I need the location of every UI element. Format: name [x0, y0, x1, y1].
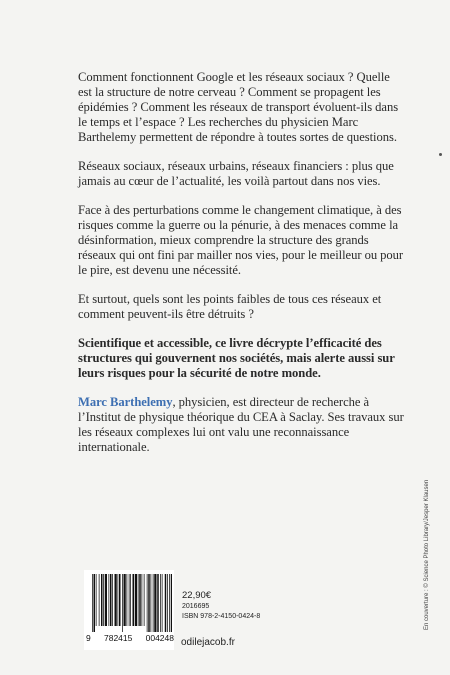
- paragraph-3: Face à des perturbations comme le changement climatique, à des risques comme la guerre ou la pénurie, à des menaces comme la désinformation, mieux comprendre la structure des grands réseaux qui ont fini par mailler nos vies, pour le meilleur ou pour le pire, est devenu une nécessité.: [78, 203, 404, 277]
- price-info: [182, 590, 260, 622]
- barcode-digit-1: 9: [86, 633, 91, 643]
- publisher-url: odilejacob.fr: [181, 637, 235, 648]
- barcode-digit-3: 004248: [145, 633, 174, 643]
- author-bio: [78, 395, 404, 455]
- decorative-dot: [439, 153, 442, 156]
- highlight-paragraph: Scientifique et accessible, ce livre décrypte l’efficacité des structures qui gouvernent nos sociétés, mais alerte aussi sur leurs risques pour la sécurité de notre monde.: [78, 336, 395, 380]
- author-name: Marc Barthelemy: [78, 395, 173, 409]
- paragraph-4: Et surtout, quels sont les points faibles de tous ces réseaux et comment peuvent-ils être détruits ?: [78, 292, 382, 321]
- back-cover-text: [78, 70, 404, 469]
- photo-credit: En couverture : © Science Photo Library/Jesper Klausen: [424, 479, 430, 630]
- paragraph-2: Réseaux sociaux, réseaux urbains, réseaux financiers : plus que jamais au cœur de l’actualité, les voilà partout dans nos vies.: [78, 159, 394, 188]
- barcode-icon: [92, 574, 172, 632]
- isbn: ISBN 978-2-4150-0424-8: [182, 613, 261, 620]
- barcode-area: [84, 570, 174, 650]
- barcode-digit-2: 782415: [103, 633, 133, 643]
- barcode-digits: [84, 633, 176, 643]
- author-bio-text: , physicien, est directeur de recherche à l’Institut de physique théorique du CEA à Saclay. Ses travaux sur les réseaux complexes lui ont valu une reconnaissance internationale.: [78, 395, 404, 454]
- product-code: 2016695: [182, 603, 210, 610]
- price: 22,90€: [182, 590, 212, 601]
- paragraph-1: Comment fonctionnent Google et les réseaux sociaux ? Quelle est la structure de notre cerveau ? Comment se propagent les épidémies ? Comment les réseaux de transport évoluent-ils dans le temps et l’espace ? Les recherches du physicien Marc Barthelemy permettent de répondre à toutes sortes de questions.: [78, 70, 399, 144]
